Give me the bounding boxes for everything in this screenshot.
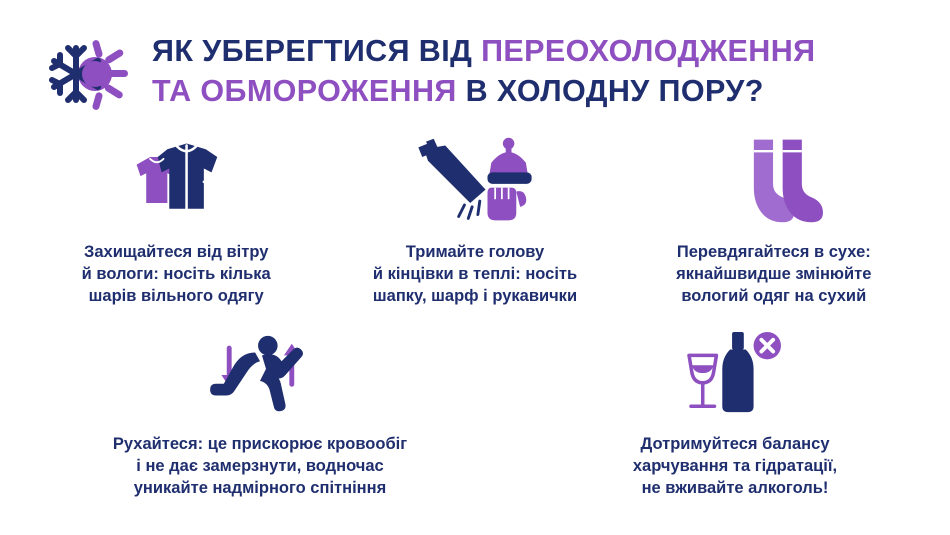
tip-item-clothing-layers xyxy=(38,136,314,308)
caption-line: якнайшвидше змінюйте xyxy=(676,264,872,283)
title-line-2 xyxy=(152,72,815,112)
title-line-1-highlight: ПЕРЕОХОЛОДЖЕННЯ xyxy=(481,34,816,68)
tip-item-no-alcohol xyxy=(570,330,900,500)
tip-caption-hat-scarf-gloves xyxy=(373,242,577,308)
tips-row-top xyxy=(0,136,950,308)
caption-line: й кінцівки в теплі: носіть xyxy=(372,264,578,283)
title-line-2-plain: В ХОЛОДНУ ПОРУ? xyxy=(456,73,764,108)
tip-item-hat-scarf-gloves xyxy=(314,136,635,308)
tip-caption-keep-moving xyxy=(113,434,407,500)
tip-caption-dry-clothes xyxy=(676,242,871,308)
caption-line: уникайте надмірного спітніння xyxy=(133,478,387,497)
poster-header xyxy=(0,26,950,126)
caption-line: шарів вільного одягу xyxy=(88,286,264,305)
stretching-person-icon xyxy=(170,330,350,418)
caption-line: Перевдягайтеся в сухе: xyxy=(676,243,871,261)
caption-line: Дотримуйтеся балансу xyxy=(640,435,830,453)
poster-title xyxy=(152,26,815,111)
sun-snowflake-icon xyxy=(46,30,138,122)
jacket-and-tshirt-icon xyxy=(101,136,251,228)
title-line-1 xyxy=(152,32,815,72)
tip-item-keep-moving xyxy=(50,330,470,500)
caption-line: Тримайте голову xyxy=(405,243,545,261)
caption-line: й вологи: носіть кілька xyxy=(81,264,271,283)
no-alcohol-icon xyxy=(670,330,800,418)
tips-row-bottom xyxy=(0,330,950,500)
socks-icon xyxy=(699,136,849,228)
caption-line: шапку, шарф і рукавички xyxy=(372,286,578,305)
caption-line: і не дає замерзнути, водночас xyxy=(136,456,384,475)
caption-line: вологий одяг на сухий xyxy=(681,286,867,305)
tip-caption-clothing-layers xyxy=(82,242,271,308)
title-line-2-highlight: ТА ОБМОРОЖЕННЯ xyxy=(152,73,457,108)
caption-line: Рухайтеся: це прискорює кровообіг xyxy=(112,435,408,453)
caption-line: не вживайте алкоголь! xyxy=(641,478,829,497)
title-line-1-plain: ЯК УБЕРЕГТИСЯ ВІД xyxy=(152,34,482,68)
tip-item-dry-clothes xyxy=(636,136,912,308)
caption-line: Захищайтеся від вітру xyxy=(84,243,269,261)
hat-scarf-gloves-icon xyxy=(400,136,550,228)
caption-line: харчування та гідратації, xyxy=(632,456,838,475)
tip-caption-no-alcohol xyxy=(633,434,837,500)
